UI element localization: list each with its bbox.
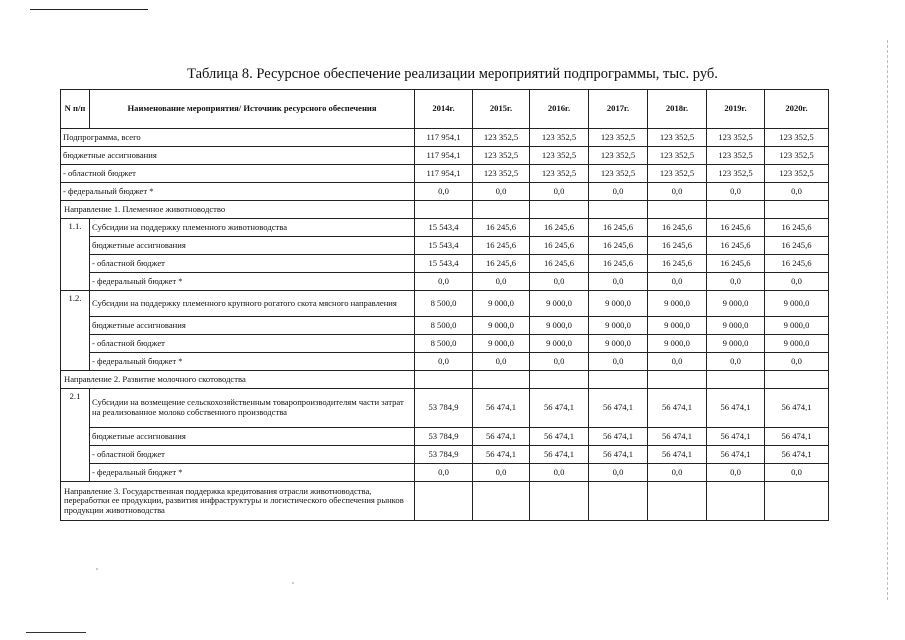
value-cell: 123 352,5 xyxy=(589,147,648,165)
value-cell: 9 000,0 xyxy=(473,317,530,335)
row-label: - федеральный бюджет * xyxy=(90,464,415,482)
table-row xyxy=(61,183,829,201)
value-cell: 123 352,5 xyxy=(707,129,765,147)
table-row xyxy=(61,273,829,291)
header-year: 2018г. xyxy=(648,90,707,129)
value-cell: 15 543,4 xyxy=(415,255,473,273)
table-row xyxy=(61,353,829,371)
header-year: 2016г. xyxy=(530,90,589,129)
value-cell: 56 474,1 xyxy=(530,446,589,464)
row-label: - областной бюджет xyxy=(61,165,415,183)
value-cell: 56 474,1 xyxy=(648,389,707,428)
value-cell: 16 245,6 xyxy=(473,219,530,237)
table-row xyxy=(61,147,829,165)
row-label: - областной бюджет xyxy=(90,335,415,353)
value-cell: 16 245,6 xyxy=(530,237,589,255)
value-cell: 53 784,9 xyxy=(415,428,473,446)
value-cell: 16 245,6 xyxy=(765,255,829,273)
value-cell: 0,0 xyxy=(415,353,473,371)
value-cell: 0,0 xyxy=(530,183,589,201)
item-number: 2.1 xyxy=(61,389,90,482)
value-cell: 8 500,0 xyxy=(415,335,473,353)
row-label: Субсидии на поддержку племенного крупного рогатого скота мясного направления xyxy=(90,291,415,317)
header-year: 2014г. xyxy=(415,90,473,129)
value-cell: 0,0 xyxy=(648,183,707,201)
value-cell: 56 474,1 xyxy=(589,428,648,446)
value-cell: 16 245,6 xyxy=(589,219,648,237)
row-label: - федеральный бюджет * xyxy=(61,183,415,201)
value-cell: 15 543,4 xyxy=(415,219,473,237)
value-cell: 56 474,1 xyxy=(473,389,530,428)
value-cell: 123 352,5 xyxy=(648,147,707,165)
value-cell: 0,0 xyxy=(473,183,530,201)
value-cell: 9 000,0 xyxy=(589,291,648,317)
value-cell: 117 954,1 xyxy=(415,147,473,165)
value-cell: 9 000,0 xyxy=(589,317,648,335)
row-label: - областной бюджет xyxy=(90,255,415,273)
value-cell: 56 474,1 xyxy=(589,446,648,464)
value-cell: 16 245,6 xyxy=(530,219,589,237)
value-cell: 123 352,5 xyxy=(473,165,530,183)
table-row xyxy=(61,129,829,147)
table-row xyxy=(61,255,829,273)
value-cell: 9 000,0 xyxy=(765,335,829,353)
value-cell: 0,0 xyxy=(707,273,765,291)
value-cell: 123 352,5 xyxy=(648,165,707,183)
empty-cell xyxy=(589,482,648,521)
empty-cell xyxy=(589,371,648,389)
value-cell: 16 245,6 xyxy=(765,237,829,255)
row-label: - федеральный бюджет * xyxy=(90,273,415,291)
value-cell: 16 245,6 xyxy=(473,255,530,273)
value-cell: 56 474,1 xyxy=(530,389,589,428)
header-year: 2015г. xyxy=(473,90,530,129)
row-label: бюджетные ассигнования xyxy=(61,147,415,165)
section-label: Направление 2. Развитие молочного скотоводства xyxy=(61,371,415,389)
value-cell: 0,0 xyxy=(530,464,589,482)
table-row xyxy=(61,446,829,464)
bottom-rule xyxy=(26,632,86,633)
value-cell: 9 000,0 xyxy=(473,335,530,353)
empty-cell xyxy=(415,201,473,219)
empty-cell xyxy=(589,201,648,219)
table-row xyxy=(61,237,829,255)
value-cell: 0,0 xyxy=(648,273,707,291)
value-cell: 0,0 xyxy=(589,273,648,291)
value-cell: 16 245,6 xyxy=(707,255,765,273)
row-label: Субсидии на поддержку племенного животноводства xyxy=(90,219,415,237)
header-year: 2020г. xyxy=(765,90,829,129)
value-cell: 123 352,5 xyxy=(765,129,829,147)
value-cell: 0,0 xyxy=(530,273,589,291)
value-cell: 16 245,6 xyxy=(648,219,707,237)
header-year: 2017г. xyxy=(589,90,648,129)
value-cell: 56 474,1 xyxy=(473,446,530,464)
value-cell: 0,0 xyxy=(530,353,589,371)
value-cell: 0,0 xyxy=(415,464,473,482)
value-cell: 9 000,0 xyxy=(707,291,765,317)
header-row xyxy=(61,90,829,129)
value-cell: 16 245,6 xyxy=(589,237,648,255)
value-cell: 56 474,1 xyxy=(707,389,765,428)
item-row xyxy=(61,389,829,428)
value-cell: 53 784,9 xyxy=(415,389,473,428)
table-body xyxy=(61,129,829,521)
scan-speck xyxy=(292,582,294,584)
value-cell: 56 474,1 xyxy=(707,428,765,446)
table-row xyxy=(61,428,829,446)
value-cell: 9 000,0 xyxy=(765,291,829,317)
value-cell: 9 000,0 xyxy=(530,291,589,317)
value-cell: 16 245,6 xyxy=(707,219,765,237)
table-row xyxy=(61,165,829,183)
value-cell: 16 245,6 xyxy=(648,237,707,255)
value-cell: 9 000,0 xyxy=(648,317,707,335)
value-cell: 0,0 xyxy=(765,183,829,201)
table-row xyxy=(61,317,829,335)
value-cell: 0,0 xyxy=(765,353,829,371)
value-cell: 9 000,0 xyxy=(707,317,765,335)
value-cell: 117 954,1 xyxy=(415,129,473,147)
section-row xyxy=(61,371,829,389)
value-cell: 9 000,0 xyxy=(707,335,765,353)
value-cell: 16 245,6 xyxy=(707,237,765,255)
value-cell: 56 474,1 xyxy=(473,428,530,446)
scan-margin-mark xyxy=(887,40,888,600)
value-cell: 0,0 xyxy=(589,464,648,482)
empty-cell xyxy=(707,482,765,521)
value-cell: 0,0 xyxy=(473,273,530,291)
value-cell: 16 245,6 xyxy=(765,219,829,237)
value-cell: 9 000,0 xyxy=(530,335,589,353)
empty-cell xyxy=(473,201,530,219)
empty-cell xyxy=(707,201,765,219)
item-row xyxy=(61,219,829,237)
empty-cell xyxy=(530,371,589,389)
value-cell: 123 352,5 xyxy=(589,165,648,183)
value-cell: 0,0 xyxy=(415,183,473,201)
value-cell: 0,0 xyxy=(707,353,765,371)
empty-cell xyxy=(648,201,707,219)
item-row xyxy=(61,291,829,317)
table-row xyxy=(61,335,829,353)
empty-cell xyxy=(765,371,829,389)
value-cell: 56 474,1 xyxy=(589,389,648,428)
empty-cell xyxy=(765,482,829,521)
value-cell: 0,0 xyxy=(648,464,707,482)
value-cell: 9 000,0 xyxy=(473,291,530,317)
value-cell: 16 245,6 xyxy=(473,237,530,255)
section-label: Направление 1. Племенное животноводство xyxy=(61,201,415,219)
value-cell: 16 245,6 xyxy=(648,255,707,273)
empty-cell xyxy=(530,482,589,521)
row-label: - областной бюджет xyxy=(90,446,415,464)
empty-cell xyxy=(415,371,473,389)
empty-cell xyxy=(530,201,589,219)
value-cell: 9 000,0 xyxy=(589,335,648,353)
value-cell: 15 543,4 xyxy=(415,237,473,255)
resource-table xyxy=(60,89,829,521)
section-label: Направление 3. Государственная поддержка кредитования отрасли животноводства, переработки ее продукции, развития инфраструктуры и логистического обеспечения рынков продукции животноводства xyxy=(61,482,415,521)
value-cell: 0,0 xyxy=(707,464,765,482)
empty-cell xyxy=(648,371,707,389)
section-row xyxy=(61,482,829,521)
value-cell: 0,0 xyxy=(648,353,707,371)
value-cell: 0,0 xyxy=(473,464,530,482)
empty-cell xyxy=(415,482,473,521)
value-cell: 123 352,5 xyxy=(530,165,589,183)
value-cell: 0,0 xyxy=(473,353,530,371)
empty-cell xyxy=(765,201,829,219)
empty-cell xyxy=(473,482,530,521)
empty-cell xyxy=(648,482,707,521)
value-cell: 123 352,5 xyxy=(589,129,648,147)
row-label: бюджетные ассигнования xyxy=(90,428,415,446)
row-label: - федеральный бюджет * xyxy=(90,353,415,371)
value-cell: 123 352,5 xyxy=(648,129,707,147)
value-cell: 9 000,0 xyxy=(765,317,829,335)
value-cell: 16 245,6 xyxy=(530,255,589,273)
empty-cell xyxy=(473,371,530,389)
value-cell: 9 000,0 xyxy=(648,335,707,353)
value-cell: 0,0 xyxy=(707,183,765,201)
value-cell: 123 352,5 xyxy=(473,147,530,165)
value-cell: 8 500,0 xyxy=(415,291,473,317)
value-cell: 56 474,1 xyxy=(648,428,707,446)
value-cell: 56 474,1 xyxy=(648,446,707,464)
value-cell: 123 352,5 xyxy=(765,165,829,183)
value-cell: 16 245,6 xyxy=(589,255,648,273)
value-cell: 56 474,1 xyxy=(530,428,589,446)
value-cell: 0,0 xyxy=(415,273,473,291)
header-year: 2019г. xyxy=(707,90,765,129)
top-rule xyxy=(30,9,148,10)
row-label: Подпрограмма, всего xyxy=(61,129,415,147)
value-cell: 56 474,1 xyxy=(707,446,765,464)
value-cell: 123 352,5 xyxy=(530,129,589,147)
row-label: бюджетные ассигнования xyxy=(90,237,415,255)
value-cell: 123 352,5 xyxy=(530,147,589,165)
table-row xyxy=(61,464,829,482)
table-title: Таблица 8. Ресурсное обеспечение реализации мероприятий подпрограммы, тыс. руб. xyxy=(187,66,718,82)
value-cell: 9 000,0 xyxy=(530,317,589,335)
value-cell: 56 474,1 xyxy=(765,428,829,446)
row-label: Субсидии на возмещение сельскохозяйственным товаропроизводителям части затрат на реализованное молоко собственного производства xyxy=(90,389,415,428)
value-cell: 123 352,5 xyxy=(473,129,530,147)
empty-cell xyxy=(707,371,765,389)
item-number: 1.1. xyxy=(61,219,90,291)
section-row xyxy=(61,201,829,219)
value-cell: 9 000,0 xyxy=(648,291,707,317)
value-cell: 123 352,5 xyxy=(707,165,765,183)
value-cell: 56 474,1 xyxy=(765,389,829,428)
row-label: бюджетные ассигнования xyxy=(90,317,415,335)
value-cell: 0,0 xyxy=(589,183,648,201)
value-cell: 0,0 xyxy=(589,353,648,371)
value-cell: 123 352,5 xyxy=(765,147,829,165)
value-cell: 53 784,9 xyxy=(415,446,473,464)
scan-speck xyxy=(96,568,98,570)
value-cell: 0,0 xyxy=(765,464,829,482)
header-num: N п/п xyxy=(61,90,90,129)
item-number: 1.2. xyxy=(61,291,90,371)
value-cell: 123 352,5 xyxy=(707,147,765,165)
value-cell: 56 474,1 xyxy=(765,446,829,464)
header-name: Наименование мероприятия/ Источник ресурсного обеспечения xyxy=(90,90,415,129)
value-cell: 117 954,1 xyxy=(415,165,473,183)
value-cell: 8 500,0 xyxy=(415,317,473,335)
value-cell: 0,0 xyxy=(765,273,829,291)
